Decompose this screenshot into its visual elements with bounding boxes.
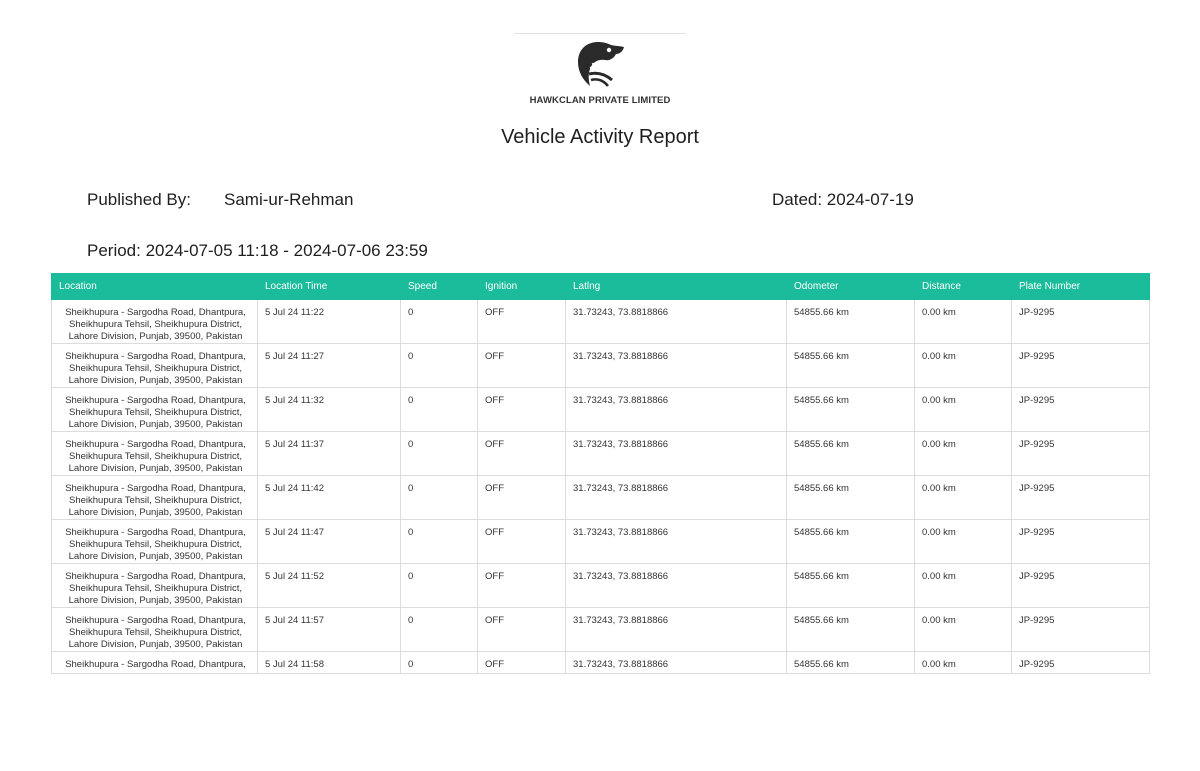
cell-odometer: 54855.66 km — [787, 608, 915, 652]
cell-location-time: 5 Jul 24 11:57 — [258, 608, 401, 652]
cell-plate-number: JP-9295 — [1012, 476, 1150, 520]
cell-odometer: 54855.66 km — [787, 476, 915, 520]
cell-distance: 0.00 km — [915, 432, 1012, 476]
cell-distance: 0.00 km — [915, 520, 1012, 564]
column-header-latlng: Latlng — [566, 274, 787, 300]
cell-plate-number: JP-9295 — [1012, 300, 1150, 344]
cell-ignition: OFF — [478, 476, 566, 520]
cell-location: Sheikhupura - Sargodha Road, Dhantpura, Sheikhupura Tehsil, Sheikhupura District, Lahore Division, Punjab, 39500, Pakistan — [52, 300, 258, 344]
cell-speed: 0 — [401, 652, 478, 674]
column-header-ignition: Ignition — [478, 274, 566, 300]
cell-plate-number: JP-9295 — [1012, 652, 1150, 674]
cell-speed: 0 — [401, 564, 478, 608]
table-row — [52, 344, 1150, 388]
cell-location-time: 5 Jul 24 11:42 — [258, 476, 401, 520]
cell-speed: 0 — [401, 388, 478, 432]
cell-odometer: 54855.66 km — [787, 652, 915, 674]
cell-distance: 0.00 km — [915, 476, 1012, 520]
cell-location: Sheikhupura - Sargodha Road, Dhantpura, Sheikhupura Tehsil, Sheikhupura District, Lahore Division, Punjab, 39500, Pakistan — [52, 564, 258, 608]
cell-distance: 0.00 km — [915, 608, 1012, 652]
cell-distance: 0.00 km — [915, 300, 1012, 344]
column-header-location: Location — [52, 274, 258, 300]
cell-odometer: 54855.66 km — [787, 432, 915, 476]
cell-location-time: 5 Jul 24 11:52 — [258, 564, 401, 608]
cell-plate-number: JP-9295 — [1012, 520, 1150, 564]
cell-latlng: 31.73243, 73.8818866 — [566, 476, 787, 520]
cell-ignition: OFF — [478, 300, 566, 344]
cell-odometer: 54855.66 km — [787, 300, 915, 344]
table-header-row — [52, 274, 1150, 300]
cell-odometer: 54855.66 km — [787, 344, 915, 388]
cell-plate-number: JP-9295 — [1012, 344, 1150, 388]
cell-location-time: 5 Jul 24 11:22 — [258, 300, 401, 344]
cell-location-time: 5 Jul 24 11:27 — [258, 344, 401, 388]
cell-speed: 0 — [401, 608, 478, 652]
cell-odometer: 54855.66 km — [787, 564, 915, 608]
column-header-speed: Speed — [401, 274, 478, 300]
cell-speed: 0 — [401, 432, 478, 476]
cell-location-time: 5 Jul 24 11:37 — [258, 432, 401, 476]
report-title: Vehicle Activity Report — [501, 126, 699, 148]
cell-distance: 0.00 km — [915, 564, 1012, 608]
cell-location: Sheikhupura - Sargodha Road, Dhantpura, Sheikhupura Tehsil, Sheikhupura District, Lahore Division, Punjab, 39500, Pakistan — [52, 608, 258, 652]
cell-plate-number: JP-9295 — [1012, 388, 1150, 432]
report-date: Dated: 2024-07-19 — [772, 190, 914, 209]
cell-location: Sheikhupura - Sargodha Road, Dhantpura, Sheikhupura Tehsil, Sheikhupura District, Lahore Division, Punjab, 39500, Pakistan — [52, 432, 258, 476]
company-name: HAWKCLAN PRIVATE LIMITED — [529, 95, 671, 106]
cell-location: Sheikhupura - Sargodha Road, Dhantpura, Sheikhupura Tehsil, Sheikhupura District, Lahore Division, Punjab, 39500, Pakistan — [52, 520, 258, 564]
table-row — [52, 300, 1150, 344]
cell-ignition: OFF — [478, 520, 566, 564]
cell-plate-number: JP-9295 — [1012, 608, 1150, 652]
cell-latlng: 31.73243, 73.8818866 — [566, 564, 787, 608]
cell-odometer: 54855.66 km — [787, 520, 915, 564]
cell-latlng: 31.73243, 73.8818866 — [566, 608, 787, 652]
cell-ignition: OFF — [478, 432, 566, 476]
cell-speed: 0 — [401, 476, 478, 520]
published-by-name: Sami-ur-Rehman — [224, 190, 354, 209]
table-row — [52, 432, 1150, 476]
cell-plate-number: JP-9295 — [1012, 564, 1150, 608]
column-header-location-time: Location Time — [258, 274, 401, 300]
cell-latlng: 31.73243, 73.8818866 — [566, 652, 787, 674]
cell-speed: 0 — [401, 520, 478, 564]
cell-distance: 0.00 km — [915, 344, 1012, 388]
cell-location: Sheikhupura - Sargodha Road, Dhantpura, Sheikhupura Tehsil, Sheikhupura District, Lahore Division, Punjab, 39500, Pakistan — [52, 388, 258, 432]
column-header-plate-number: Plate Number — [1012, 274, 1150, 300]
cell-location: Sheikhupura - Sargodha Road, Dhantpura, Sheikhupura Tehsil, Sheikhupura District, Lahore Division, Punjab, 39500, Pakistan — [52, 344, 258, 388]
table-row — [52, 520, 1150, 564]
header-divider — [514, 33, 686, 34]
table-row — [52, 388, 1150, 432]
table-row — [52, 608, 1150, 652]
column-header-odometer: Odometer — [787, 274, 915, 300]
cell-location-time: 5 Jul 24 11:32 — [258, 388, 401, 432]
cell-ignition: OFF — [478, 564, 566, 608]
cell-latlng: 31.73243, 73.8818866 — [566, 432, 787, 476]
cell-location: Sheikhupura - Sargodha Road, Dhantpura, — [52, 652, 258, 674]
table-row — [52, 564, 1150, 608]
cell-latlng: 31.73243, 73.8818866 — [566, 344, 787, 388]
cell-ignition: OFF — [478, 608, 566, 652]
published-by-label: Published By: — [87, 190, 191, 209]
report-period: Period: 2024-07-05 11:18 - 2024-07-06 23:59 — [87, 241, 428, 260]
cell-ignition: OFF — [478, 388, 566, 432]
cell-plate-number: JP-9295 — [1012, 432, 1150, 476]
cell-latlng: 31.73243, 73.8818866 — [566, 520, 787, 564]
cell-latlng: 31.73243, 73.8818866 — [566, 300, 787, 344]
cell-location: Sheikhupura - Sargodha Road, Dhantpura, Sheikhupura Tehsil, Sheikhupura District, Lahore Division, Punjab, 39500, Pakistan — [52, 476, 258, 520]
column-header-distance: Distance — [915, 274, 1012, 300]
cell-distance: 0.00 km — [915, 652, 1012, 674]
cell-location-time: 5 Jul 24 11:47 — [258, 520, 401, 564]
cell-speed: 0 — [401, 344, 478, 388]
table-row — [52, 652, 1150, 674]
cell-speed: 0 — [401, 300, 478, 344]
cell-odometer: 54855.66 km — [787, 388, 915, 432]
activity-table — [51, 273, 1150, 674]
cell-latlng: 31.73243, 73.8818866 — [566, 388, 787, 432]
cell-location-time: 5 Jul 24 11:58 — [258, 652, 401, 674]
table-row — [52, 476, 1150, 520]
cell-ignition: OFF — [478, 652, 566, 674]
cell-ignition: OFF — [478, 344, 566, 388]
eagle-head-icon — [576, 38, 626, 90]
cell-distance: 0.00 km — [915, 388, 1012, 432]
